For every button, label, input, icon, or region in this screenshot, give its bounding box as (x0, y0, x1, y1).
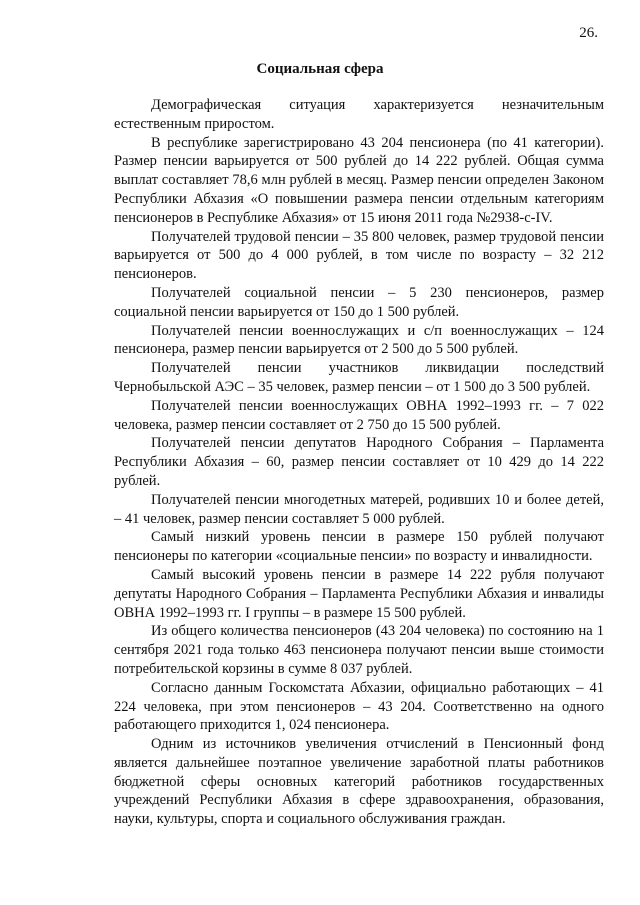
paragraph: Получателей пенсии участников ликвидации последствий Чернобыльской АЭС – 35 человек, размер пенсии – от 1 500 до 3 500 рублей. (114, 360, 604, 395)
body-text (114, 96, 604, 829)
paragraph: Демографическая ситуация характеризуется незначительным естественным приростом. (114, 97, 604, 132)
paragraph: Самый низкий уровень пенсии в размере 150 рублей получают пенсионеры по категории «социальные пенсии» по возрасту и инвалидности. (114, 529, 604, 565)
paragraph: Получателей пенсии депутатов Народного Собрания – Парламента Республики Абхазия – 60, размер пенсии составляет от 10 429 до 14 222 рублей. (114, 435, 604, 489)
paragraph: Получателей пенсии многодетных матерей, родивших 10 и более детей, – 41 человек, размер пенсии составляет 5 000 рублей. (114, 491, 604, 527)
paragraph: В республике зарегистрировано 43 204 пенсионера (по 41 категории). Размер пенсии варьируется от 500 рублей до 14 222 рублей. Общая сумма выплат составляет 78,6 млн рублей в месяц. Размер пенсии определен Законом Республики Абхазия «О повышении размера пенсии отдельным категориям пенсионеров в Республике Абхазия» от 15 июня 2011 года №2938-с-IV. (114, 134, 604, 226)
paragraph: Получателей трудовой пенсии – 35 800 человек, размер трудовой пенсии варьируется от 500 до 4 000 рублей, в том числе по возрасту – 32 212 пенсионеров. (114, 228, 604, 283)
paragraph: Получателей социальной пенсии – 5 230 пенсионеров, размер социальной пенсии варьируется от 150 до 1 500 рублей. (114, 284, 604, 320)
paragraph: Одним из источников увеличения отчислений в Пенсионный фонд является дальнейшее поэтапное увеличение заработной платы работников бюджетной сферы основных категорий работников государственных учреждений Республики Абхазия в сфере здравоохранения, образования, науки, культуры, спорта и социального обслуживания граждан. (114, 736, 604, 828)
paragraph: Получателей пенсии военнослужащих и с/п военнослужащих – 124 пенсионера, размер пенсии варьируется от 2 500 до 5 500 рублей. (114, 322, 604, 358)
page-number: 26. (579, 25, 598, 41)
paragraph: Согласно данным Госкомстата Абхазии, официально работающих – 41 224 человека, при этом пенсионеров – 43 204. Соответственно на одного работающего приходится 1, 024 пенсионера. (114, 679, 604, 734)
section-title: Социальная сфера (256, 61, 384, 77)
paragraph: Самый высокий уровень пенсии в размере 14 222 рубля получают депутаты Народного Собрания – Парламента Республики Абхазия и инвалиды ОВНА 1992–1993 гг. I группы – в размере 15 500 рублей. (114, 566, 604, 621)
paragraph: Из общего количества пенсионеров (43 204 человека) по состоянию на 1 сентября 2021 года только 463 пенсионера получают пенсии выше стоимости потребительской корзины в сумме 8 037 рублей. (114, 623, 604, 677)
paragraph: Получателей пенсии военнослужащих ОВНА 1992–1993 гг. – 7 022 человека, размер пенсии составляет от 2 750 до 15 500 рублей. (114, 397, 604, 433)
